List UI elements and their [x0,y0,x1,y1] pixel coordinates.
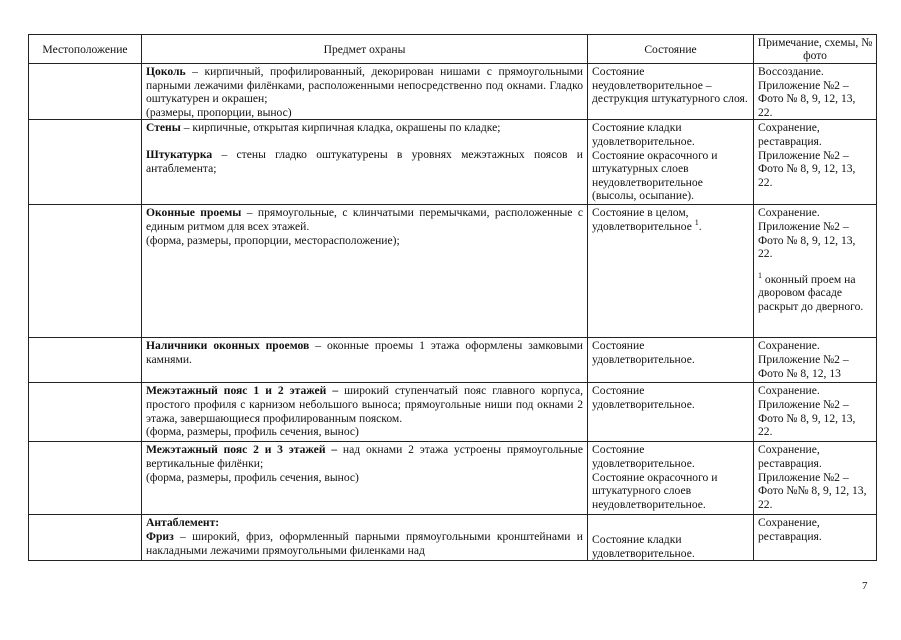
cell-subject [142,120,588,205]
cell-location [29,64,142,120]
table-row [29,120,877,205]
cell-state [588,205,754,338]
cell-state: Состояние неудовлетворительное – деструкция штукатурного слоя. [588,64,754,120]
subject-text: – оконные проемы 1 этажа оформлены замковыми камнями. [146,339,583,366]
cell-note: Воссоздание. Приложение №2 – Фото № 8, 9, 12, 13, 22. [754,64,877,120]
subject-paragraph [146,471,583,485]
subject-paragraph [146,121,583,135]
table-row [29,515,877,561]
subject-paragraph [146,234,583,248]
cell-location [29,383,142,442]
footnote-text: оконный проем на дворовом фасаде раскрыт до дверного. [758,272,864,313]
footnote [758,270,872,314]
cell-note: Сохранение. Приложение №2 – Фото № 8, 9, 12, 13, 22. [754,383,877,442]
subject-text: (форма, размеры, пропорции, месторасположение); [146,233,400,247]
subject-text: (форма, размеры, профиль сечения, вынос) [146,425,359,439]
cell-subject [142,64,588,120]
subject-paragraph [146,148,583,175]
cell-location [29,120,142,205]
subject-text: – кирпичные, открытая кирпичная кладка, окрашены по кладке; [180,121,501,135]
subject-paragraph [146,443,583,470]
subject-title: Антаблемент: [146,516,220,530]
subject-paragraph [146,106,583,120]
cell-state: Состояние кладки удовлетворительное. Состояние окрасочного и штукатурных слоев неудовлетворительное (высолы, осыпание). [588,120,754,205]
header-location: Местоположение [29,35,142,64]
note-text: Сохранение. Приложение №2 – Фото № 8, 9, 12, 13, 22. [758,206,856,261]
cell-note: Сохранение. Приложение №2 – Фото № 8, 12, 13 [754,338,877,383]
subject-text: – стены гладко оштукатурены в уровнях межэтажных поясов и антаблемента; [146,147,583,175]
cell-state: Состояние удовлетворительное. [588,383,754,442]
cell-state: Состояние удовлетворительное. Состояние окрасочного и штукатурного слоев неудовлетворительное. [588,442,754,515]
subject-title: Наличники оконных проемов [146,339,310,353]
state-text: Состояние кладки удовлетворительное. [592,533,695,560]
subject-text: (форма, размеры, профиль сечения, вынос) [146,470,359,484]
subject-paragraph [146,530,583,557]
cell-note: Сохранение, реставрация. [754,515,877,561]
subject-paragraph [146,384,583,425]
table-row [29,383,877,442]
cell-subject [142,515,588,561]
header-state: Состояние [588,35,754,64]
table-row [29,442,877,515]
table-row [29,64,877,120]
state-text: Состояние в целом, удовлетворительное [592,206,692,233]
subject-title: Цоколь [146,65,186,78]
table-header-row [29,35,877,64]
cell-state: Состояние удовлетворительное. [588,338,754,383]
subject-title: Межэтажный пояс 1 и 2 этажей – [146,384,339,398]
subject-title: Стены [146,121,181,135]
subject-paragraph [146,65,583,106]
subject-title: Межэтажный пояс 2 и 3 этажей – [146,443,338,457]
protection-table [28,34,877,561]
subject-text: (размеры, пропорции, вынос) [146,105,292,119]
cell-location [29,442,142,515]
subject-paragraph [146,206,583,233]
subject-paragraph [146,339,583,366]
cell-subject [142,338,588,383]
subject-paragraph [146,425,583,439]
footnote-marker: 1 [758,270,762,280]
subject-text: – прямоугольные, с клинчатыми перемычками, расположенные с единым ритмом для всех этажей. [146,206,583,233]
cell-location [29,205,142,338]
cell-note: Сохранение, реставрация. Приложение №2 – Фото № 8, 9, 12, 13, 22. [754,120,877,205]
subject-title: Штукатурка [146,147,213,161]
cell-subject [142,205,588,338]
page-number: 7 [862,580,868,592]
header-subject: Предмет охраны [142,35,588,64]
cell-location [29,338,142,383]
subject-title: Фриз [146,529,174,543]
subject-text: широкий ступенчатый пояс главного корпуса, простого профиля с карнизом небольшого выноса; прямоугольные ниши под окнами 2 этажа, завершающиеся профилированным пояском. [146,384,583,425]
state-text-end: . [698,219,702,233]
table-row [29,338,877,383]
cell-location [29,515,142,561]
subject-text: – широкий, фриз, оформленный парными прямоугольными кронштейнами и накладными лежачими прямоугольными филенками над [146,529,583,557]
cell-state [588,515,754,561]
paragraph-gap [146,135,583,148]
cell-note [754,205,877,338]
cell-note: Сохранение, реставрация. Приложение №2 – Фото №№ 8, 9, 12, 13, 22. [754,442,877,515]
cell-subject [142,442,588,515]
subject-text: над окнами 2 этажа устроены прямоугольные вертикальные филёнки; [146,443,583,470]
cell-subject [142,383,588,442]
header-note: Примечание, схемы, № фото [754,35,877,64]
subject-text: – кирпичный, профилированный, декорирован нишами с прямоугольными парными лежачими филёнками, расположенными непосредственно под окнами. Гладко оштукатурен и окрашен; [146,65,583,106]
subject-paragraph [146,516,583,530]
subject-title: Оконные проемы [146,206,242,220]
footnote-marker: 1 [694,218,699,228]
table-row [29,205,877,338]
